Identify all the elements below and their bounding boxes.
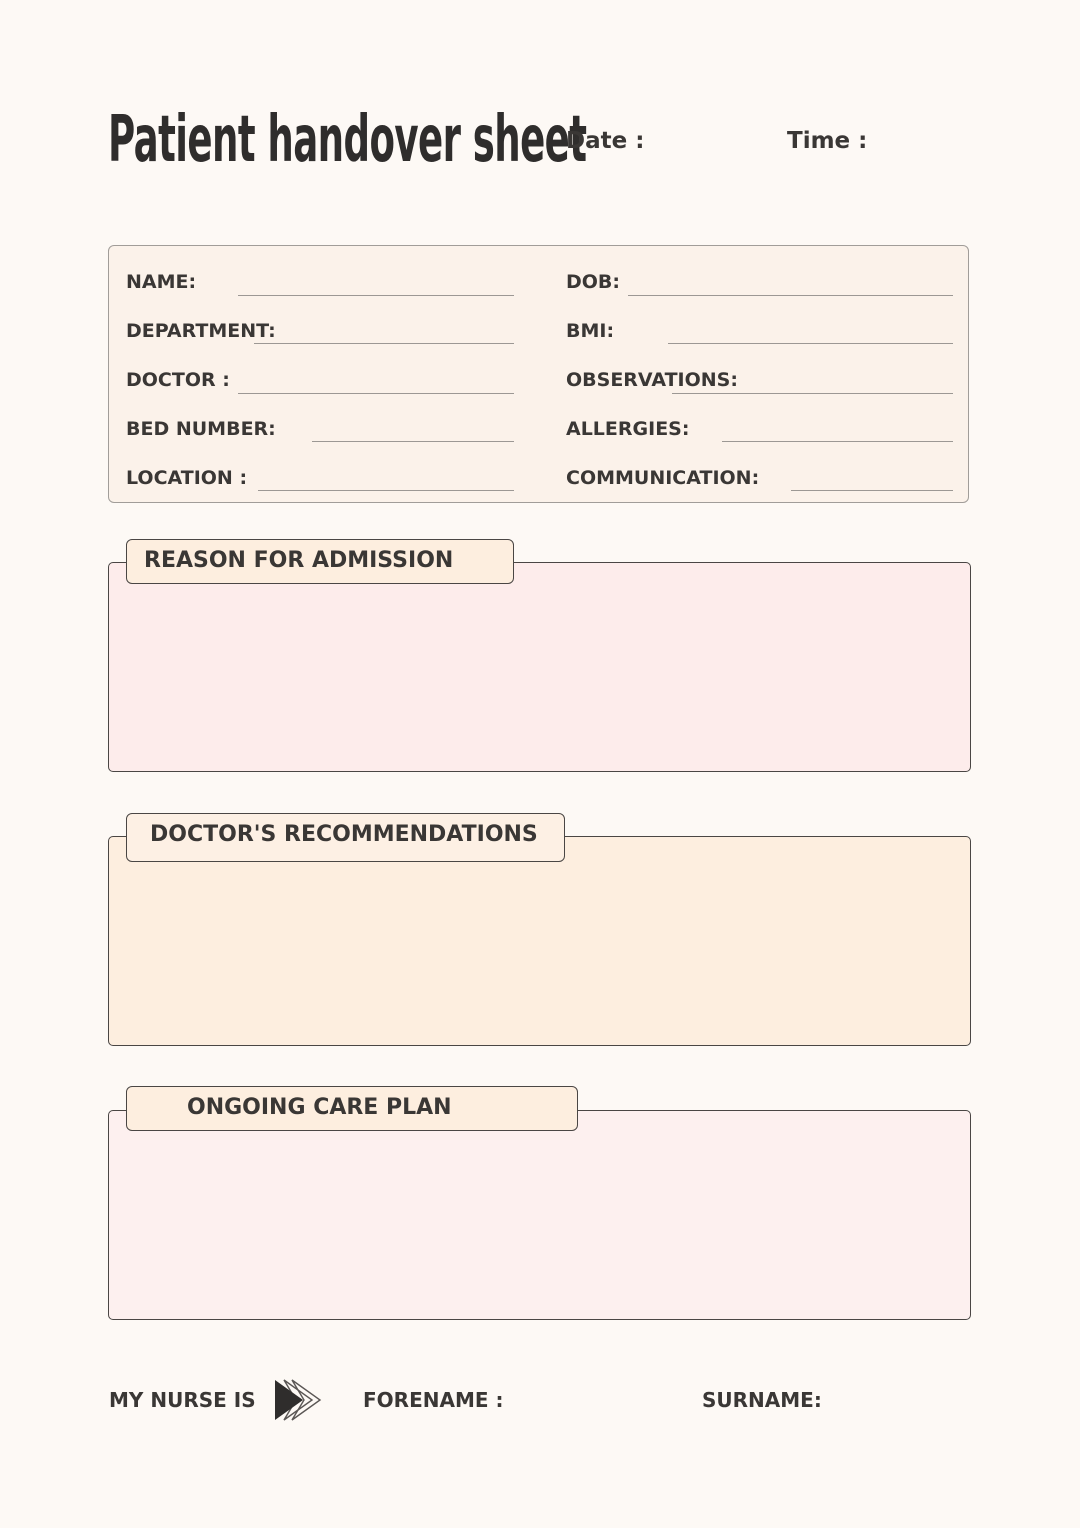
time-input[interactable] — [872, 126, 972, 160]
bmi-field[interactable] — [668, 343, 953, 344]
dob-label: DOB: — [566, 271, 621, 293]
communication-label: COMMUNICATION: — [566, 467, 760, 489]
forename-label: FORENAME : — [363, 1388, 504, 1412]
page-title: Patient handover sheet — [108, 103, 587, 177]
patient-info-box — [108, 245, 969, 503]
communication-field[interactable] — [791, 490, 953, 491]
location-label: LOCATION : — [126, 467, 248, 489]
doctors-recommendations-title: DOCTOR'S RECOMMENDATIONS — [126, 813, 565, 862]
allergies-field[interactable] — [722, 441, 953, 442]
bmi-label: BMI: — [566, 320, 615, 342]
allergies-label: ALLERGIES: — [566, 418, 690, 440]
my-nurse-label: MY NURSE IS — [109, 1388, 256, 1412]
doctors-recommendations-panel[interactable] — [108, 836, 971, 1046]
doctor-field[interactable] — [238, 393, 514, 394]
forename-input[interactable] — [515, 1382, 685, 1418]
observations-label: OBSERVATIONS: — [566, 369, 738, 391]
double-chevron-right-icon — [272, 1378, 324, 1422]
name-label: NAME: — [126, 271, 197, 293]
department-label: DEPARTMENT: — [126, 320, 276, 342]
reason-for-admission-title: REASON FOR ADMISSION — [126, 539, 514, 584]
department-field[interactable] — [254, 343, 514, 344]
observations-field[interactable] — [672, 393, 953, 394]
surname-input[interactable] — [832, 1382, 972, 1418]
dob-field[interactable] — [628, 295, 953, 296]
ongoing-care-plan-title: ONGOING CARE PLAN — [126, 1086, 578, 1131]
surname-label: SURNAME: — [702, 1388, 822, 1412]
location-field[interactable] — [258, 490, 514, 491]
date-input[interactable] — [650, 126, 770, 160]
bed-number-field[interactable] — [312, 441, 514, 442]
ongoing-care-plan-panel[interactable] — [108, 1110, 971, 1320]
name-field[interactable] — [238, 295, 514, 296]
doctor-label: DOCTOR : — [126, 369, 230, 391]
reason-for-admission-panel[interactable] — [108, 562, 971, 772]
date-label: Date : — [566, 128, 645, 154]
bed-number-label: BED NUMBER: — [126, 418, 276, 440]
time-label: Time : — [787, 128, 868, 154]
